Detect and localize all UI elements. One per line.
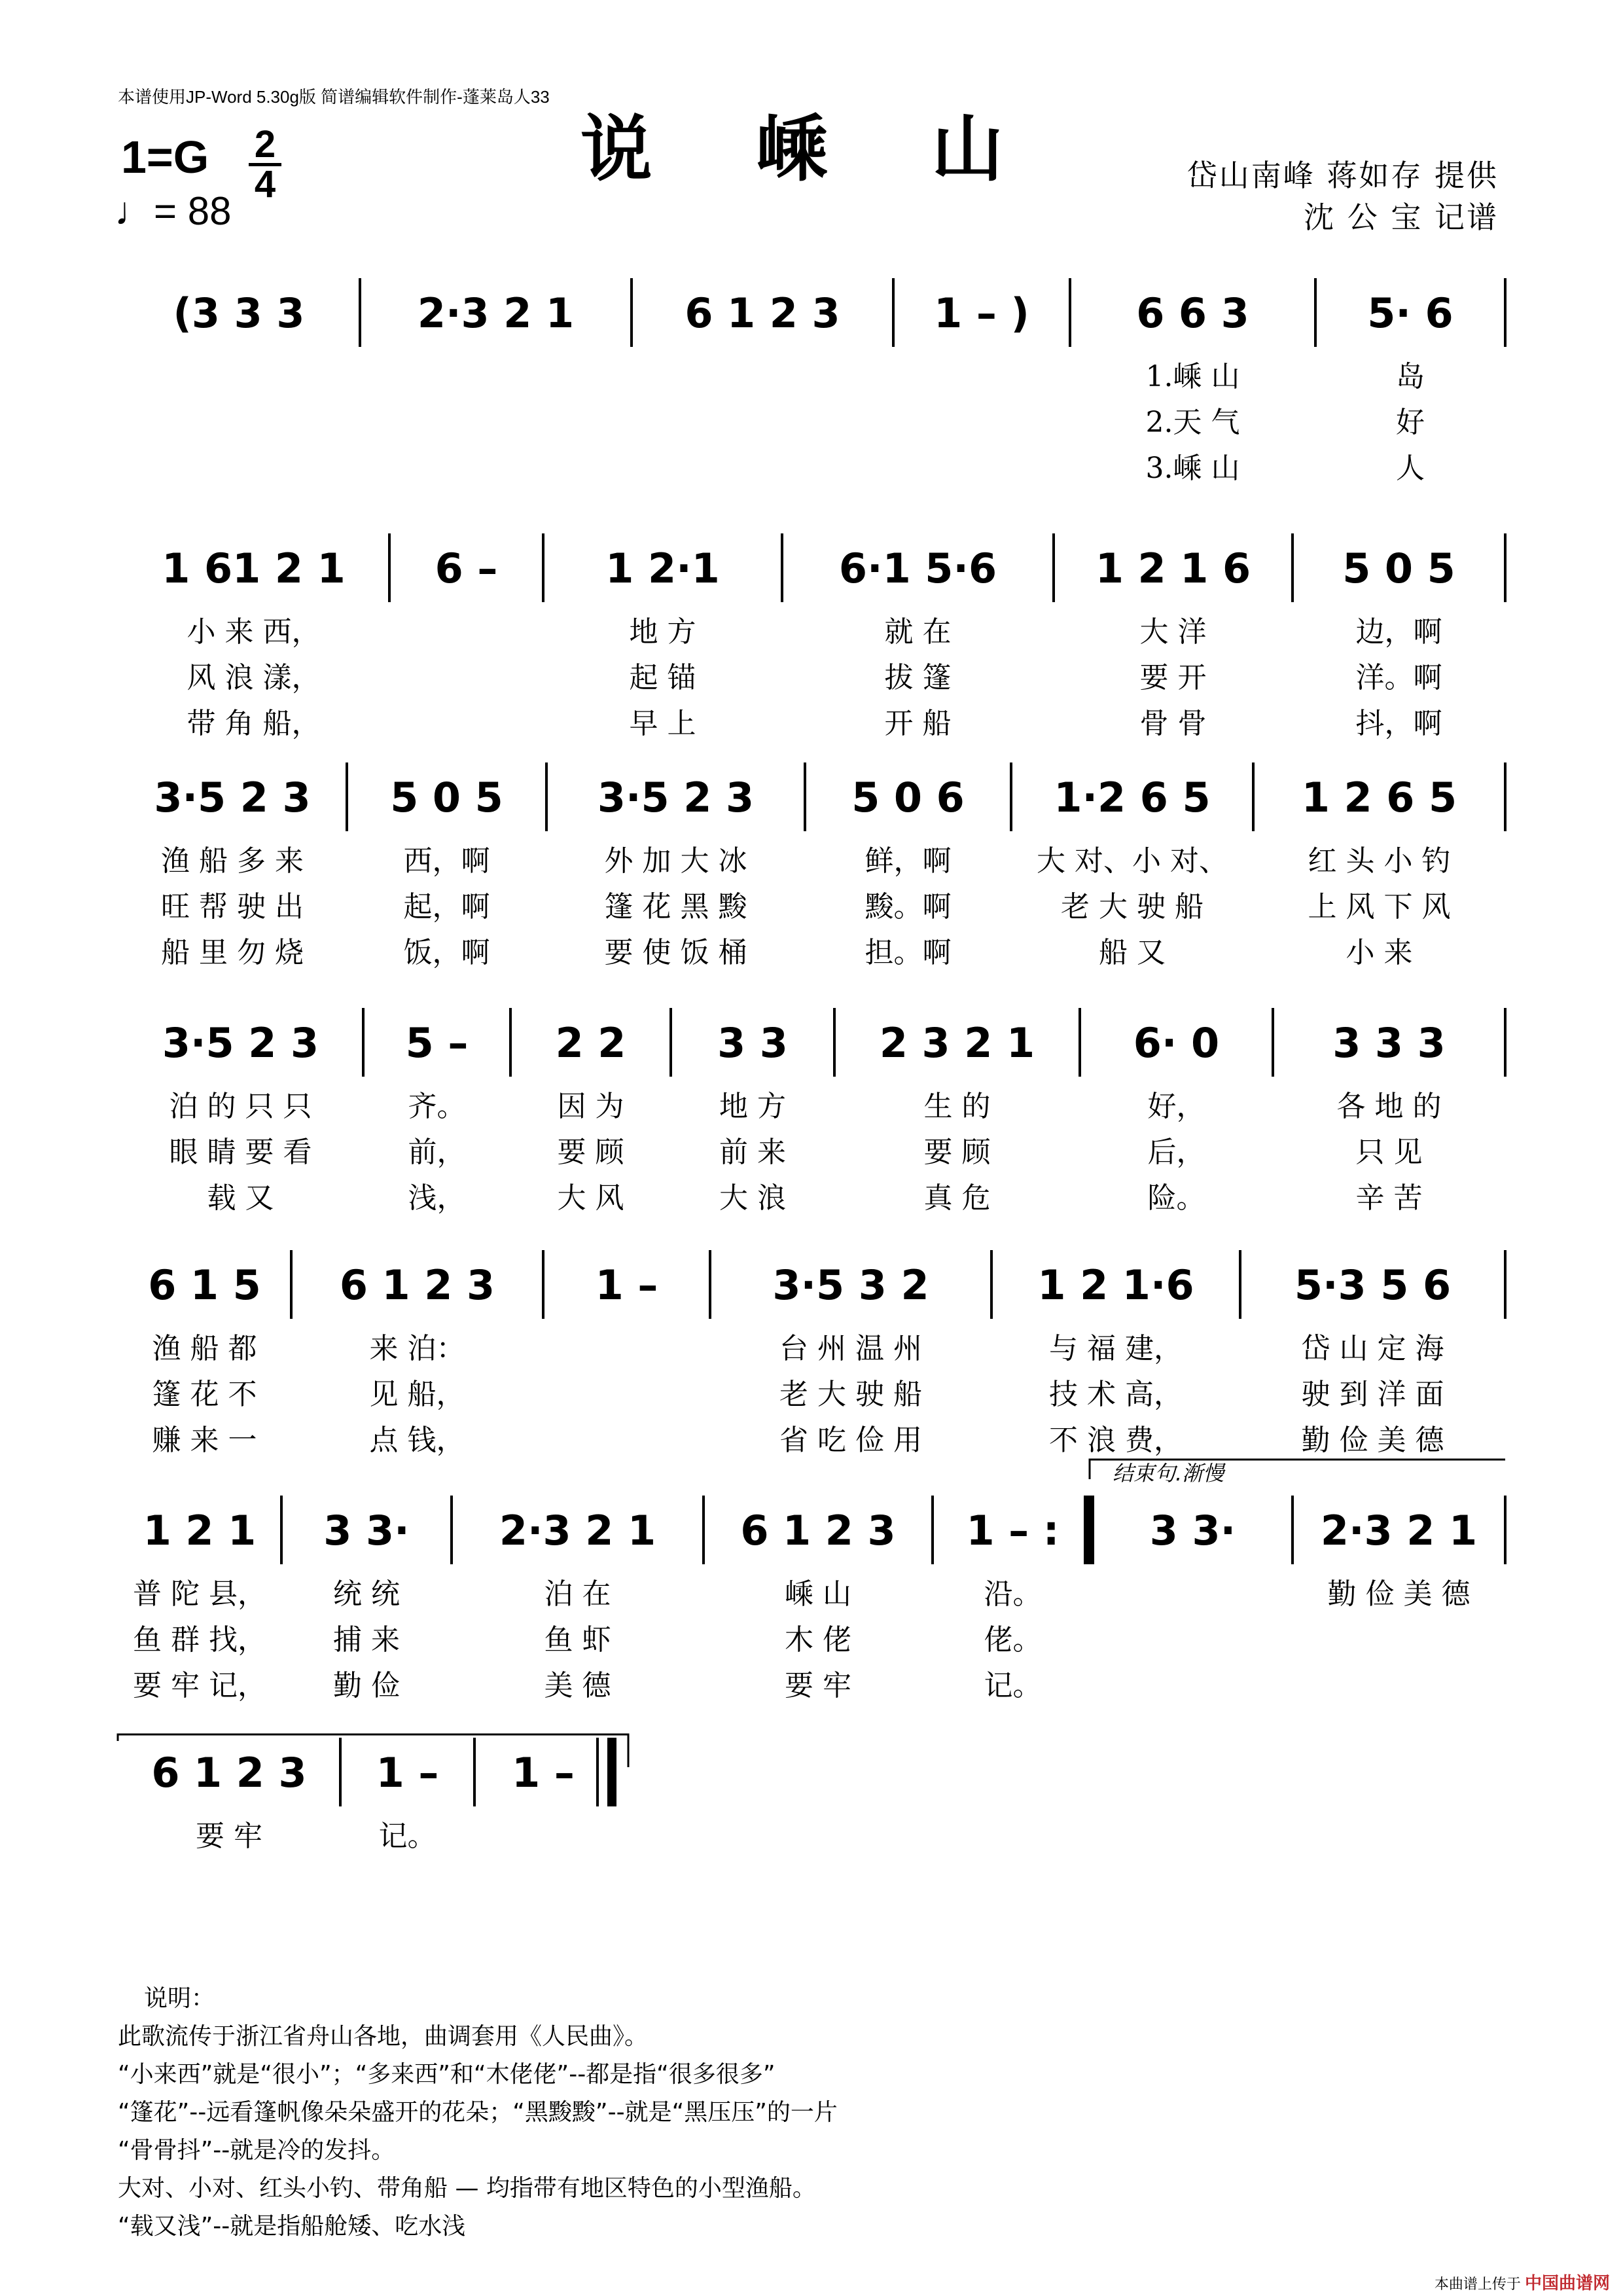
lyric-verse-2: 篷 花 黑 黢 — [604, 890, 747, 924]
measure-notes: 6 1 2 3 — [339, 1261, 495, 1309]
measure-notes: 3 3· — [1149, 1507, 1236, 1554]
lyric-verse-3: 早 上 — [629, 707, 696, 740]
measure-notes: 1·2 6 5 — [1054, 774, 1211, 821]
lyric-verse-1: 好， — [1147, 1090, 1205, 1123]
lyric-verse-1: 边，啊 — [1355, 615, 1442, 649]
lyric-verse-2: 好 — [1396, 406, 1425, 439]
lyric-verse-2: 黢。啊 — [865, 890, 952, 924]
lyric-verse-2: 篷 花 不 — [152, 1378, 257, 1411]
site-logo: 中国曲谱网 — [1524, 2273, 1610, 2293]
lyric-verse-1: 要 牢 — [196, 1820, 262, 1853]
lyric-verse-3: 辛 苦 — [1355, 1181, 1423, 1215]
software-note: 本谱使用JP-Word 5.30g版 简谱编辑软件制作-蓬莱岛人33 — [118, 87, 550, 107]
lyric-verse-1: 沿。 — [984, 1577, 1042, 1611]
measure-notes: 1 2 1 — [143, 1507, 257, 1554]
notes-line: 此歌流传于浙江省舟山各地，曲调套用《人民曲》。 — [118, 2023, 649, 2050]
measure-notes: 1 – — [376, 1749, 439, 1797]
measure-notes: (3 3 3 — [173, 289, 305, 337]
lyric-verse-1: 渔 船 多 来 — [161, 844, 304, 878]
measure-notes: 5· 6 — [1367, 289, 1454, 337]
lyric-verse-3: 要 牢 记， — [133, 1669, 266, 1702]
lyric-verse-1: 西，啊 — [403, 844, 490, 878]
lyric-verse-2: 眼 睛 要 看 — [169, 1136, 312, 1169]
measure-notes: 6 1 2 3 — [740, 1507, 896, 1554]
measure-notes: 1 – : — [966, 1507, 1060, 1554]
lyric-verse-1: 地 方 — [719, 1090, 786, 1123]
lyric-verse-2: 洋。啊 — [1355, 661, 1442, 694]
lyric-verse-3: 载 又 — [207, 1181, 274, 1215]
lyric-verse-3: 带 角 船， — [187, 707, 321, 740]
lyric-verse-2: 鱼 虾 — [544, 1623, 611, 1657]
notes-line: “小来西”就是“很小”；“多来西”和“木佬佬”--都是指“很多很多” — [118, 2061, 776, 2088]
lyric-verse-3: 要 牢 — [785, 1669, 851, 1702]
notes-heading: 说明： — [144, 1985, 215, 2012]
lyric-verse-1: 岱 山 定 海 — [1301, 1332, 1444, 1365]
lyric-verse-2: 技 术 高， — [1049, 1378, 1183, 1411]
lyric-verse-2: 上 风 下 风 — [1308, 890, 1451, 924]
measure-notes: 6 – — [435, 545, 498, 592]
notes-line: “载又浅”--就是指船舱矮、吃水浅 — [118, 2213, 466, 2240]
measure-notes: 2·3 2 1 — [417, 289, 575, 337]
measure-notes: 1 61 2 1 — [162, 545, 346, 592]
lyric-verse-3: 真 危 — [923, 1181, 991, 1215]
measure-notes: 6· 0 — [1133, 1019, 1220, 1067]
lyric-verse-3: 美 德 — [544, 1669, 611, 1702]
measure-notes: 6 1 2 3 — [685, 289, 840, 337]
lyric-verse-2: 风 浪 漾， — [187, 661, 321, 694]
measure-notes: 1 2 6 5 — [1301, 774, 1457, 821]
lyric-verse-2: 起，啊 — [403, 890, 490, 924]
lyric-verse-3: 浅， — [408, 1181, 466, 1215]
measure-notes: 3 3 3 — [1332, 1019, 1446, 1067]
footer — [1435, 2270, 1610, 2294]
lyric-verse-1: 小 来 西， — [187, 615, 321, 649]
song-title: 说 嵊 山 — [580, 107, 1043, 191]
notes-line: “篷花”--远看篷帆像朵朵盛开的花朵；“黑黢黢”--就是“黑压压”的一片 — [118, 2099, 838, 2126]
measure-notes: 3 3· — [323, 1507, 410, 1554]
lyric-verse-2: 起 锚 — [629, 661, 696, 694]
lyric-verse-2: 要 顾 — [557, 1136, 624, 1169]
lyric-verse-1: 勤 俭 美 德 — [1327, 1577, 1471, 1611]
lyric-verse-1: 就 在 — [884, 615, 952, 649]
measure-notes: 3·5 3 2 — [772, 1261, 929, 1309]
lyric-verse-3: 船 又 — [1099, 936, 1166, 969]
explanation-notes — [118, 1980, 838, 2246]
lyric-verse-2: 拔 篷 — [884, 661, 952, 694]
measure-notes: 5 0 6 — [851, 774, 965, 821]
lyric-verse-2: 旺 帮 驶 出 — [161, 890, 304, 924]
measure-notes: 2 3 2 1 — [879, 1019, 1035, 1067]
measure-notes: 1 2 1 6 — [1095, 545, 1251, 592]
lyric-verse-2: 只 见 — [1355, 1136, 1423, 1169]
lyric-verse-2: 前， — [408, 1136, 466, 1169]
lyric-verse-1: 各 地 的 — [1336, 1090, 1442, 1123]
lyric-verse-2: 老 大 驶 船 — [779, 1378, 922, 1411]
lyric-verse-3: 勤 俭 美 德 — [1301, 1424, 1444, 1457]
lyric-verse-3: 3.嵊 山 — [1145, 452, 1240, 485]
measure-notes: 2·3 2 1 — [1320, 1507, 1478, 1554]
lyric-verse-2: 前 来 — [719, 1136, 786, 1169]
lyric-verse-1: 齐。 — [408, 1090, 466, 1123]
measure-notes: 6 1 2 3 — [151, 1749, 307, 1797]
lyric-verse-3: 省 吃 俭 用 — [779, 1424, 922, 1457]
measure-notes: 3·5 2 3 — [162, 1019, 319, 1067]
lyric-verse-1: 地 方 — [629, 615, 696, 649]
lyric-verse-3: 骨 骨 — [1139, 707, 1207, 740]
measure-notes: 5 – — [405, 1019, 469, 1067]
lyric-verse-1: 嵊 山 — [785, 1577, 851, 1611]
measure-notes: 5 0 5 — [390, 774, 503, 821]
lyric-verse-2: 佬。 — [984, 1623, 1042, 1657]
measure-notes: 2·3 2 1 — [499, 1507, 656, 1554]
key-signature: 1=G — [121, 132, 209, 183]
lyric-verse-3: 饭，啊 — [403, 936, 490, 969]
lyric-verse-3: 要 使 饭 桶 — [604, 936, 747, 969]
upload-text: 本曲谱上传于 — [1434, 2276, 1521, 2292]
lyric-verse-1: 大 对、小 对、 — [1037, 844, 1228, 878]
lyric-verse-1: 记。 — [378, 1820, 437, 1853]
lyric-verse-2: 鱼 群 找， — [133, 1623, 266, 1657]
lyric-verse-2: 后， — [1147, 1136, 1205, 1169]
measure-notes: 1 – — [595, 1261, 658, 1309]
lyric-verse-3: 抖，啊 — [1355, 707, 1442, 740]
lyric-verse-3: 险。 — [1147, 1181, 1205, 1215]
lyric-verse-2: 捕 来 — [333, 1623, 400, 1657]
time-sig-top: 2 — [254, 123, 276, 166]
lyric-verse-3: 船 里 勿 烧 — [161, 936, 304, 969]
lyric-verse-1: 普 陀 县， — [133, 1577, 266, 1611]
lyric-verse-2: 老 大 驶 船 — [1061, 890, 1204, 924]
lyric-verse-3: 不 浪 费， — [1049, 1424, 1183, 1457]
lyric-verse-1: 统 统 — [333, 1577, 400, 1611]
lyric-verse-2: 要 开 — [1139, 661, 1207, 694]
lyric-verse-1: 因 为 — [557, 1090, 624, 1123]
tempo-marking: ♩= 88 — [115, 189, 232, 233]
credit-provider: 岱山南峰 蒋如存 提供 — [1186, 158, 1499, 193]
measure-notes: 1 2·1 — [605, 545, 720, 592]
lyric-verse-3: 点 钱， — [369, 1424, 465, 1457]
measure-notes: 3·5 2 3 — [597, 774, 755, 821]
lyric-verse-1: 台 州 温 州 — [779, 1332, 922, 1365]
measure-notes: 1 – ) — [934, 289, 1029, 337]
lyric-verse-1: 鲜，啊 — [865, 844, 952, 878]
measure-notes: 5·3 5 6 — [1294, 1261, 1452, 1309]
measure-notes: 2 2 — [555, 1019, 626, 1067]
lyric-verse-1: 岛 — [1396, 360, 1425, 393]
lyric-verse-1: 泊 在 — [544, 1577, 611, 1611]
lyric-verse-2: 木 佬 — [785, 1623, 851, 1657]
lyric-verse-1: 生 的 — [923, 1090, 991, 1123]
measure-notes: 3·5 2 3 — [154, 774, 311, 821]
measure-notes: 6 1 5 — [148, 1261, 261, 1309]
lyric-verse-2: 驶 到 洋 面 — [1301, 1378, 1444, 1411]
measure-notes: 6·1 5·6 — [838, 545, 997, 592]
ending-label: 结束句.渐慢 — [1113, 1461, 1224, 1486]
lyric-verse-3: 大 浪 — [719, 1181, 786, 1215]
lyric-verse-3: 开 船 — [884, 707, 952, 740]
notes-line: “骨骨抖”--就是冷的发抖。 — [118, 2137, 395, 2164]
lyric-verse-1: 与 福 建， — [1049, 1332, 1183, 1365]
lyric-verse-3: 勤 俭 — [333, 1669, 400, 1702]
lyric-verse-2: 2.天 气 — [1145, 406, 1240, 439]
lyric-verse-3: 赚 来 一 — [152, 1424, 257, 1457]
measure-notes: 3 3 — [717, 1019, 788, 1067]
lyric-verse-1: 大 洋 — [1139, 615, 1207, 649]
notes-line: 大对、小对、红头小钓、带角船 — 均指带有地区特色的小型渔船。 — [118, 2175, 816, 2202]
lyric-verse-1: 泊 的 只 只 — [169, 1090, 312, 1123]
lyric-verse-3: 记。 — [984, 1669, 1042, 1702]
lyric-verse-1: 1.嵊 山 — [1145, 360, 1240, 393]
time-sig-bottom: 4 — [254, 163, 276, 206]
lyric-verse-3: 大 风 — [557, 1181, 624, 1215]
lyric-verse-2: 要 顾 — [923, 1136, 991, 1169]
measure-notes: 6 6 3 — [1136, 289, 1249, 337]
measure-notes: 1 2 1·6 — [1037, 1261, 1194, 1309]
lyric-verse-1: 外 加 大 冰 — [604, 844, 747, 878]
lyric-verse-1: 渔 船 都 — [152, 1332, 257, 1365]
lyric-verse-3: 担。啊 — [865, 936, 952, 969]
lyric-verse-3: 小 来 — [1346, 936, 1413, 969]
measure-notes: 5 0 5 — [1342, 545, 1455, 592]
lyric-verse-3: 人 — [1396, 452, 1425, 485]
lyric-verse-1: 红 头 小 钓 — [1308, 844, 1451, 878]
lyric-verse-2: 见 船， — [369, 1378, 465, 1411]
credit-transcriber: 沈 公 宝 记谱 — [1304, 200, 1499, 235]
lyric-verse-1: 来 泊： — [369, 1332, 465, 1365]
measure-notes: 1 – — [512, 1749, 575, 1797]
